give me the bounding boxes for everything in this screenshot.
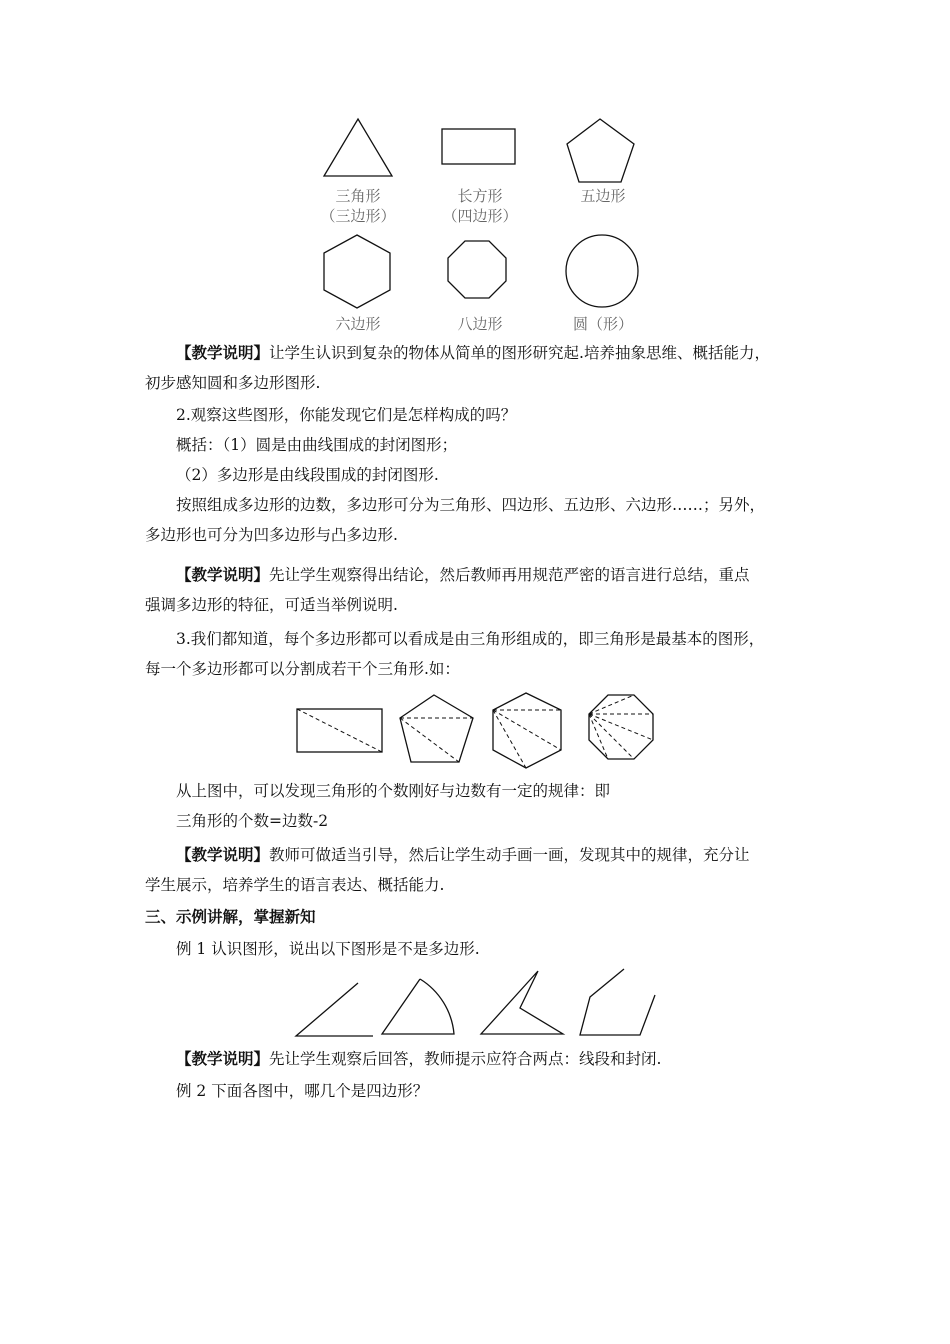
rectangle-divided-figure [295, 706, 385, 754]
shape-label-circle: 圆（形） [572, 315, 633, 333]
concave-open-figure [478, 968, 568, 1036]
octagon-divided-figure [585, 692, 660, 767]
rectangle-figure [440, 125, 520, 167]
example-1: 例 1 认识图形，说出以下图形是不是多边形. [176, 940, 480, 958]
triangle-figure [320, 115, 400, 180]
teaching-note-1: 【教学说明】让学生认识到复杂的物体从简单的图形研究起.培养抽象思维、概括能力， 初步感知圆和多边形图形. [145, 343, 770, 392]
shape-label-pentagon: 五边形 [580, 187, 626, 205]
octagon-figure [445, 238, 510, 303]
shape-label-hexagon: 六边形 [335, 315, 381, 333]
pentagon-figure [565, 115, 640, 185]
pattern-statement: 从上图中，可以发现三角形的个数刚好与边数有一定的规律：即 三角形的个数=边数-2 [176, 782, 611, 830]
sector-figure [380, 976, 460, 1038]
angle-figure [293, 980, 378, 1040]
section-3-heading: 三、示例讲解，掌握新知 [145, 907, 316, 926]
shape-label-octagon: 八边形 [457, 315, 503, 333]
hexagon-divided-figure [490, 690, 568, 772]
teaching-note-2: 【教学说明】先让学生观察得出结论，然后教师再用规范严密的语言进行总结，重点 强调多边形的特征，可适当举例说明. [145, 565, 750, 614]
shape-label-rectangle: 长方形 （四边形） [442, 187, 518, 225]
hexagon-figure [320, 232, 395, 312]
pentagon-divided-figure [398, 692, 478, 767]
example-2: 例 2 下面各图中，哪几个是四边形？ [176, 1082, 429, 1100]
question-3-block: 3.我们都知道，每个多边形都可以看成是由三角形组成的，即三角形是最基本的图形， 每一个多边形都可以分割成若干个三角形.如： [145, 630, 765, 678]
teaching-note-4: 【教学说明】先让学生观察后回答，教师提示应符合两点：线段和封闭. [176, 1049, 662, 1068]
open-polyline-figure [577, 966, 659, 1038]
teaching-note-3: 【教学说明】教师可做适当引导，然后让学生动手画一画，发现其中的规律，充分让 学生展示，培养学生的语言表达、概括能力. [145, 845, 750, 894]
question-2-block: 2.观察这些图形，你能发现它们是怎样构成的吗？ 概括：（1）圆是由曲线围成的封闭图形； （2）多边形是由线段围成的封闭图形. 按照组成多边形的边数，多边形可分为三角形、四边形、五边形、六边形……；另外， 多边形也可分为凹多边形与凸多边形. [145, 406, 766, 544]
shape-label-triangle: 三角形 （三边形） [320, 187, 396, 225]
circle-figure [563, 233, 643, 313]
